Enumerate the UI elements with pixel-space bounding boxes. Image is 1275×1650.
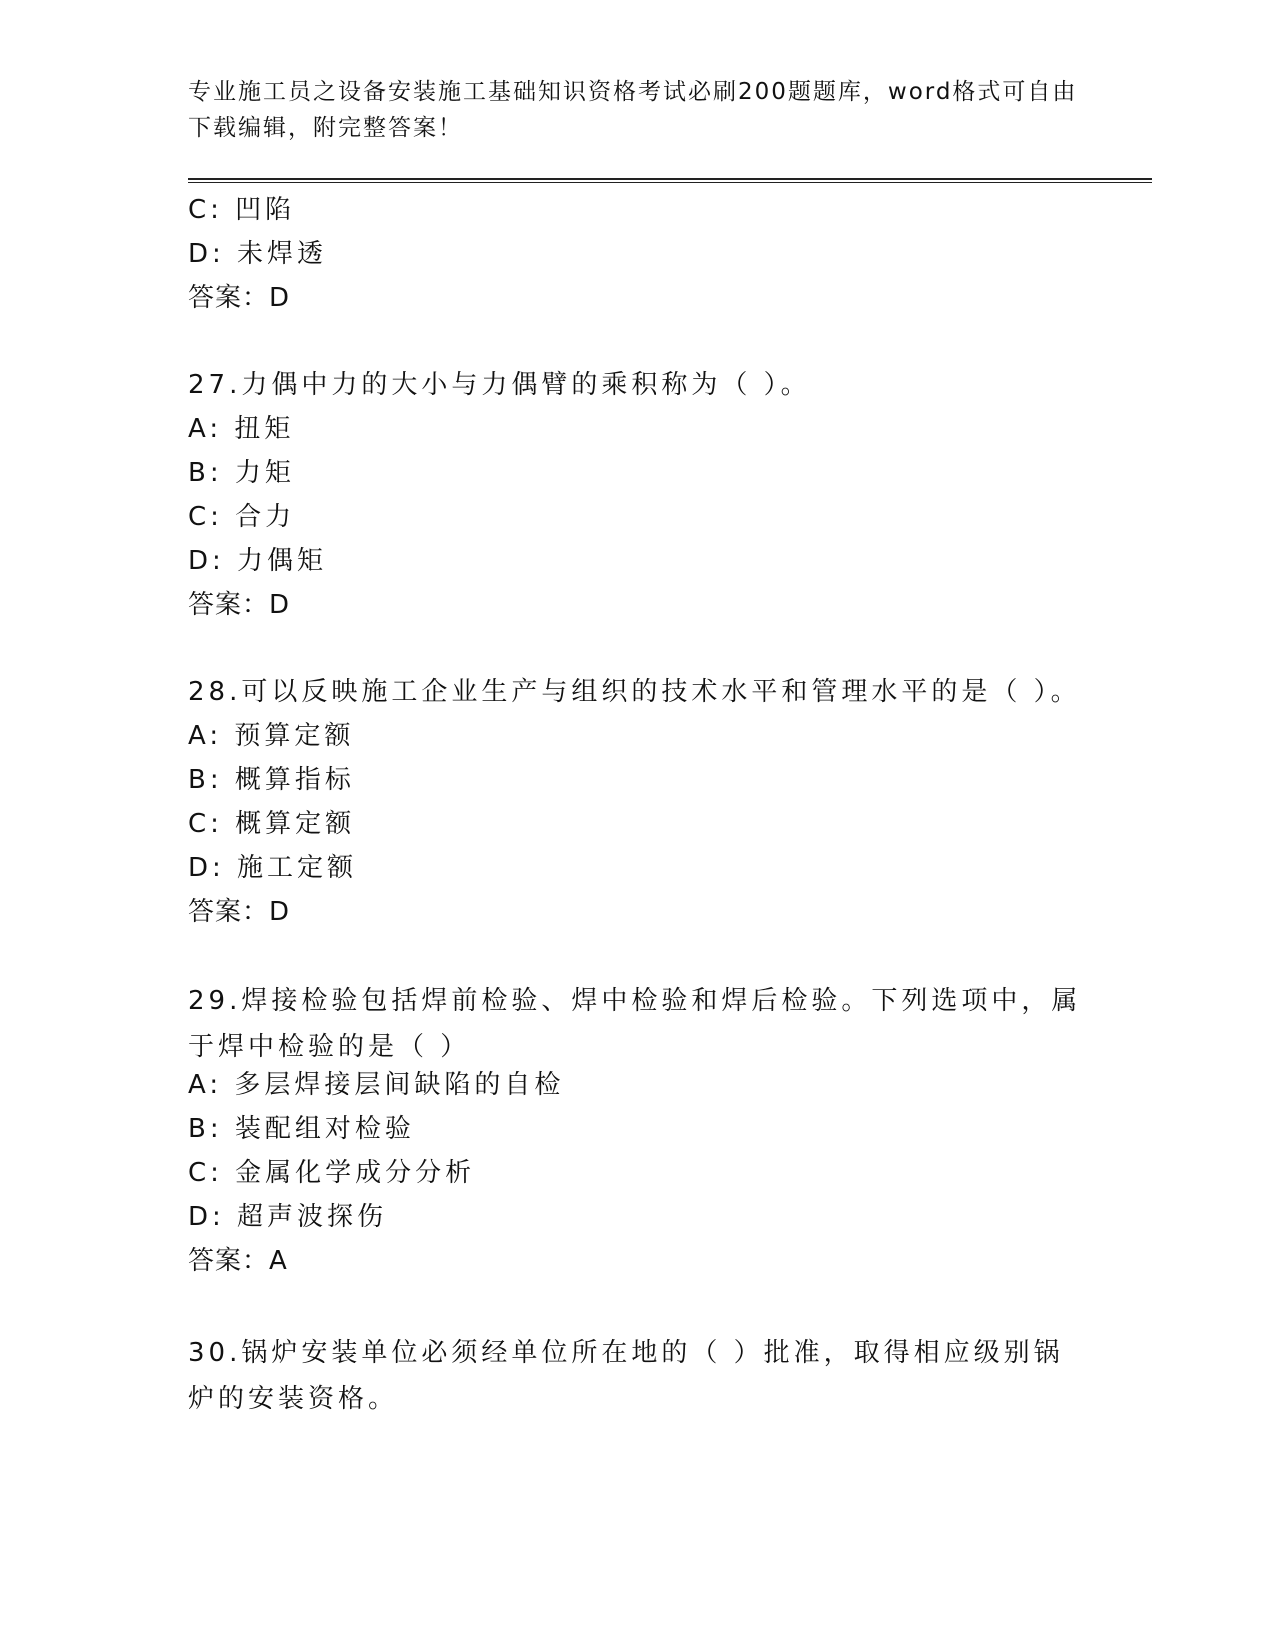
q26-option-c: C: 凹陷 — [188, 195, 296, 225]
q27-option-b: B: 力矩 — [188, 458, 295, 488]
q29-option-b: B: 装配组对检验 — [188, 1114, 415, 1144]
q29-answer: 答案：A — [188, 1246, 288, 1276]
q27-option-a: A: 扭矩 — [188, 414, 295, 444]
q28-option-d: D: 施工定额 — [188, 853, 358, 883]
q28-answer: 答案：D — [188, 897, 291, 927]
q28-option-b: B: 概算指标 — [188, 765, 355, 795]
q27-answer: 答案：D — [188, 590, 291, 620]
q27-option-d: D: 力偶矩 — [188, 546, 328, 576]
q29-option-a: A: 多层焊接层间缺陷的自检 — [188, 1070, 565, 1100]
q29-option-c: C: 金属化学成分分析 — [188, 1158, 476, 1188]
header-divider — [188, 178, 1152, 183]
q27-option-c: C: 合力 — [188, 502, 296, 532]
q29-option-d: D: 超声波探伤 — [188, 1202, 388, 1232]
q26-answer: 答案：D — [188, 283, 291, 313]
q28-question: 28.可以反映施工企业生产与组织的技术水平和管理水平的是（ ）。 — [188, 677, 1081, 707]
q26-option-d: D: 未焊透 — [188, 239, 328, 269]
q29-question: 29.焊接检验包括焊前检验、焊中检验和焊后检验。下列选项中，属于焊中检验的是（ ） — [188, 986, 1082, 1062]
q27-question: 27.力偶中力的大小与力偶臂的乘积称为（ ）。 — [188, 370, 811, 400]
q28-option-a: A: 预算定额 — [188, 721, 355, 751]
document-header: 专业施工员之设备安装施工基础知识资格考试必刷200题题库，word格式可自由下载编辑，附完整答案！ — [188, 79, 1078, 141]
q28-option-c: C: 概算定额 — [188, 809, 356, 839]
q30-question: 30.锅炉安装单位必须经单位所在地的（ ）批准，取得相应级别锅炉的安装资格。 — [188, 1338, 1064, 1414]
